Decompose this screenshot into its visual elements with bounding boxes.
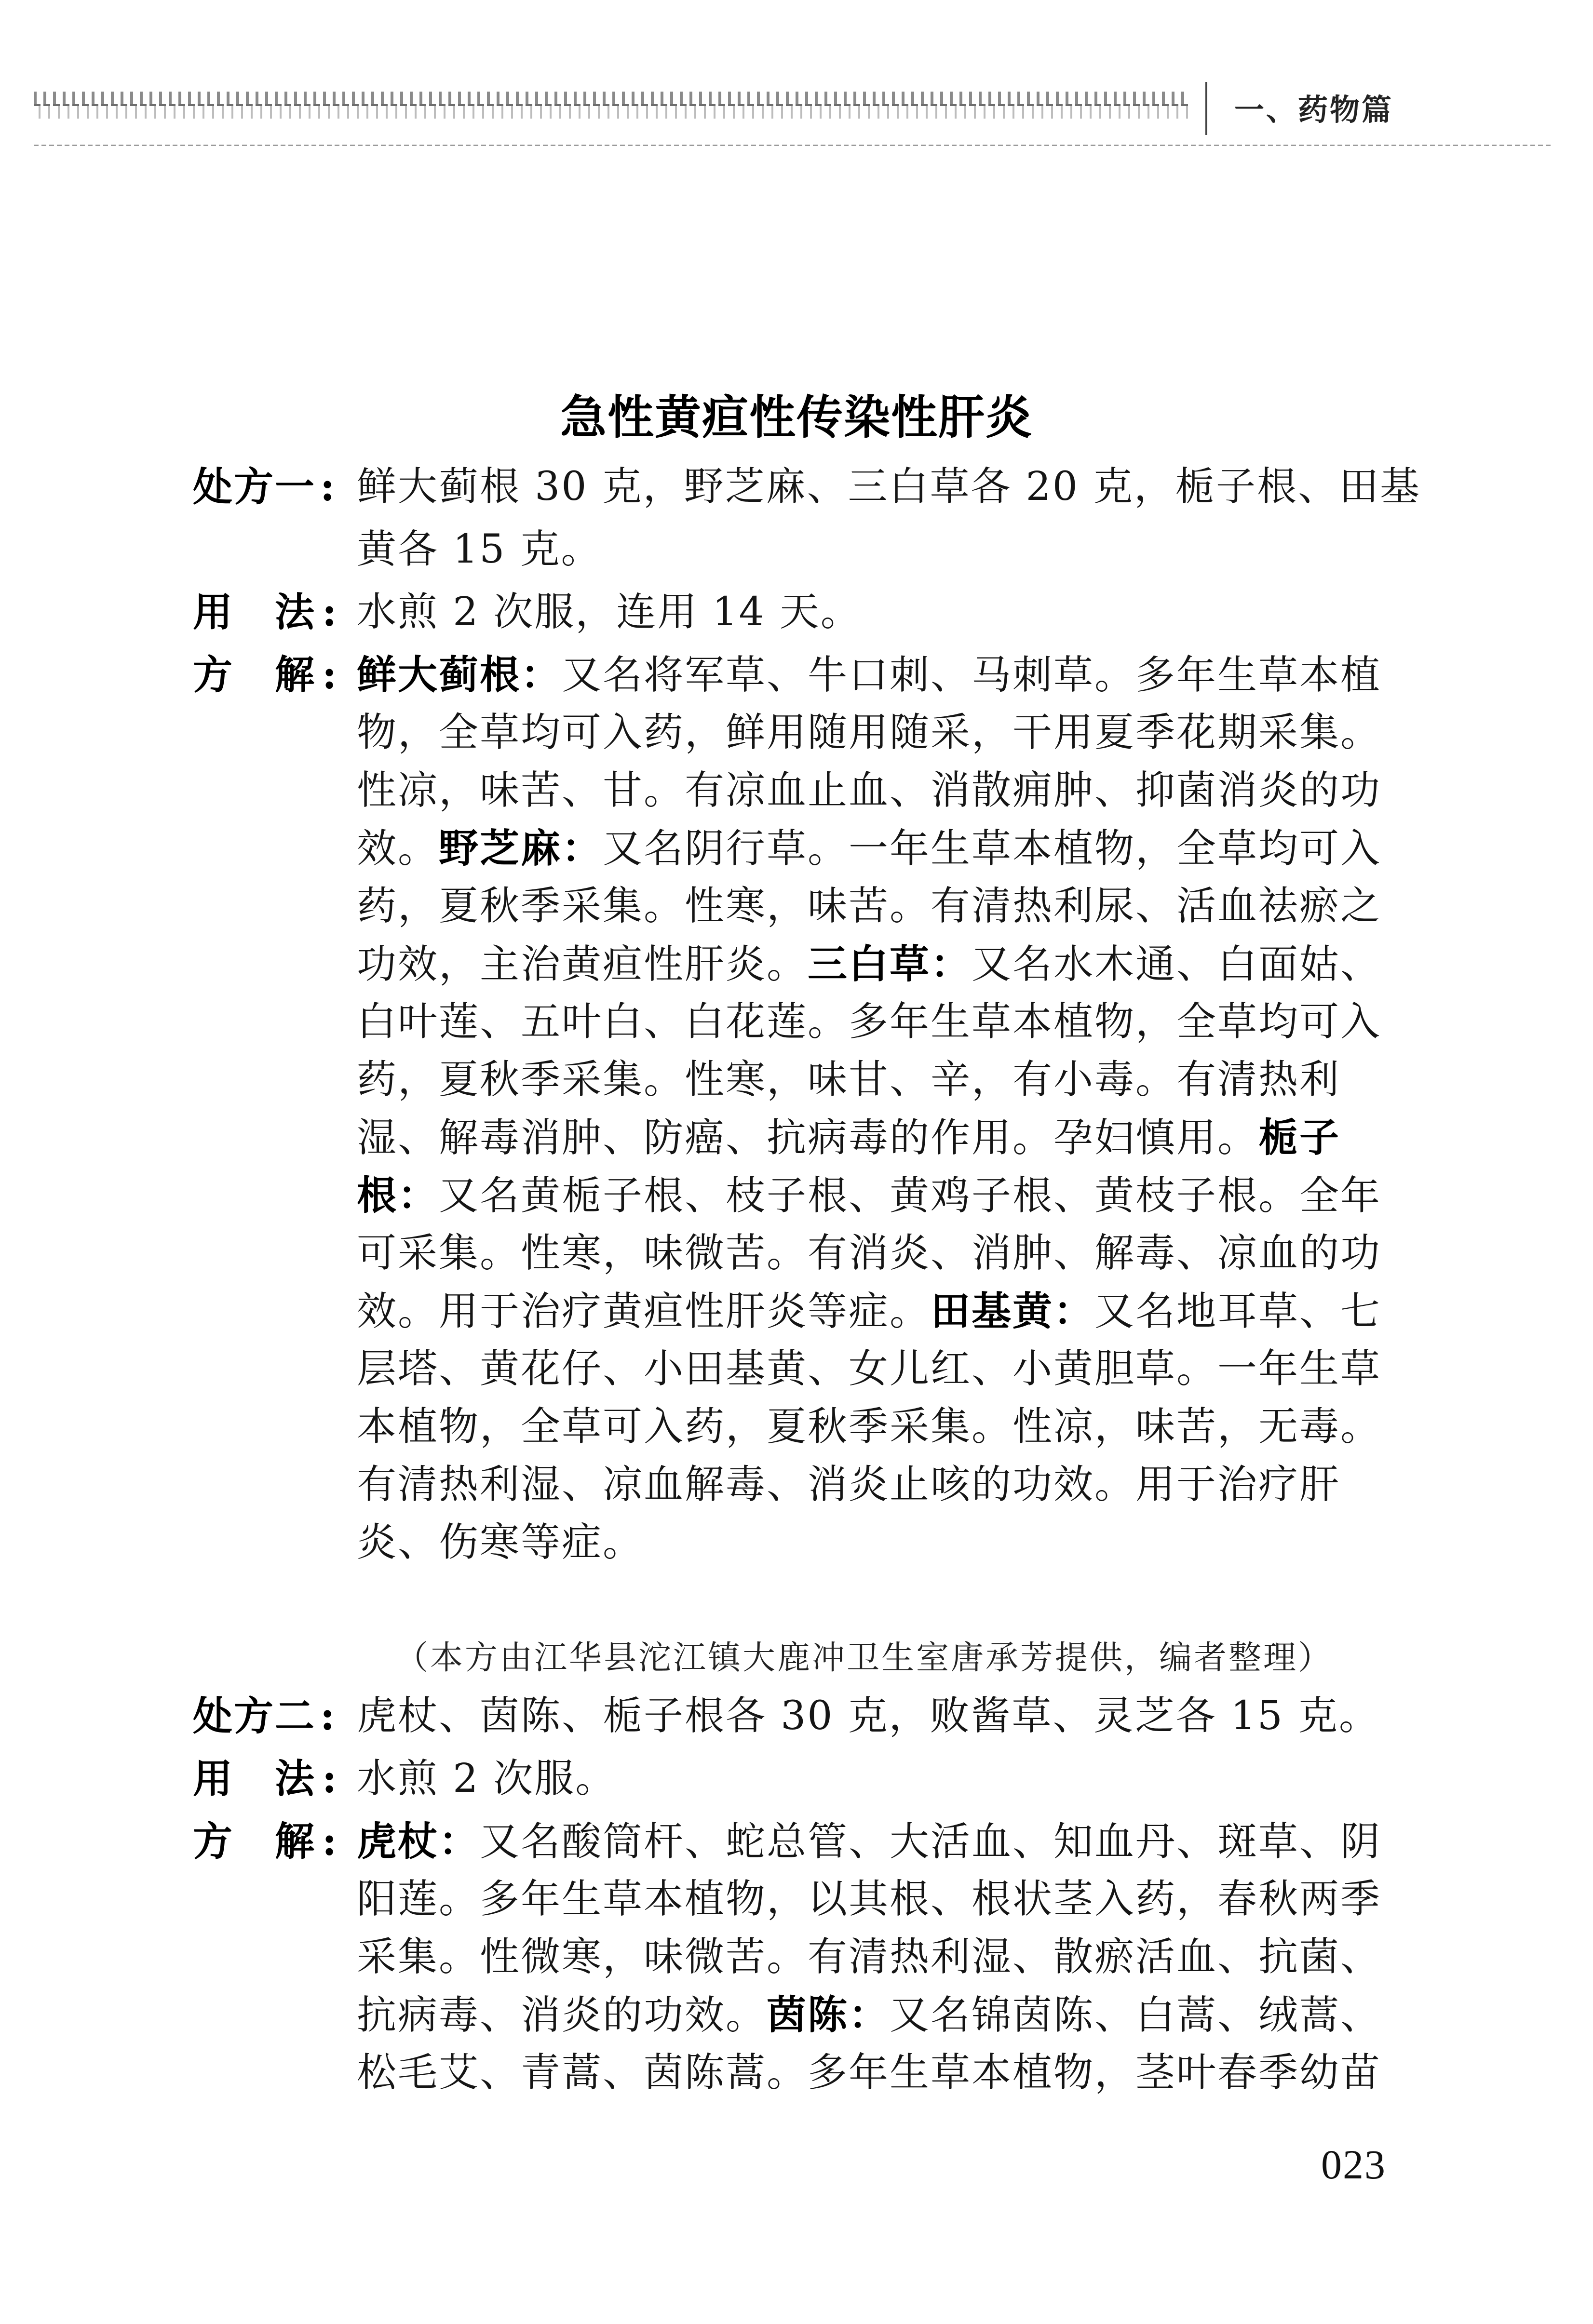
explanation-2-line: 虎杖：又名酸筒杆、蛇总管、大活血、知血丹、斑草、阴 [357, 1818, 1382, 1865]
explanation-1-line: 可采集。性寒，味微苦。有消炎、消肿、解毒、凉血的功 [357, 1230, 1382, 1276]
explanation-1-line: 根：又名黄栀子根、枝子根、黄鸡子根、黄枝子根。全年 [357, 1172, 1382, 1219]
explanation-1-line: 炎、伤寒等症。 [357, 1519, 644, 1565]
section-title: 一、药物篇 [1234, 92, 1394, 127]
explanation-1-line: 效。用于治疗黄疸性肝炎等症。田基黄：又名地耳草、七 [357, 1288, 1382, 1334]
explanation-1-line: 层塔、黄花仔、小田基黄、女儿红、小黄胆草。一年生草 [357, 1346, 1382, 1392]
explanation-1-line: 鲜大蓟根：又名将军草、牛口刺、马刺草。多年生草本植 [357, 652, 1382, 698]
explanation-2-line: 阳莲。多年生草本植物，以其根、根状茎入药，春秋两季 [357, 1876, 1382, 1922]
header-rule [34, 145, 1552, 146]
explanation-1-line: 功效，主治黄疸性肝炎。三白草：又名水木通、白面姑、 [357, 941, 1382, 987]
explanation-1-line: 白叶莲、五叶白、白花莲。多年生草本植物，全草均可入 [357, 999, 1382, 1045]
header-divider [1205, 82, 1207, 135]
explanation-1-line: 有清热利湿、凉血解毒、消炎止咳的功效。用于治疗肝 [357, 1462, 1341, 1507]
explanation-1-line: 药，夏秋季采集。性寒，味苦。有清热利尿、活血祛瘀之 [357, 883, 1382, 929]
explanation-2-line: 采集。性微寒，味微苦。有清热利湿、散瘀活血、抗菌、 [357, 1934, 1382, 1980]
explanation-1-line: 本植物，全草可入药，夏秋季采集。性凉，味苦，无毒。 [357, 1404, 1382, 1450]
prescription-1-line: 黄各 15 克。 [357, 526, 602, 572]
header-ornament-band [34, 92, 1191, 119]
page-number: 023 [1321, 2141, 1386, 2188]
prescription-1-line: 鲜大蓟根 30 克，野芝麻、三白草各 20 克，栀子根、田基 [357, 464, 1421, 510]
explanation-1-line: 性凉，味苦、甘。有凉血止血、消散痈肿、抑菌消炎的功 [357, 767, 1382, 813]
explanation-1-line: 药，夏秋季采集。性寒，味甘、辛，有小毒。有清热利 [357, 1057, 1341, 1102]
usage-2-text: 水煎 2 次服。 [357, 1756, 617, 1801]
usage-1-text: 水煎 2 次服，连用 14 天。 [357, 589, 862, 635]
page-title: 急性黄疸性传染性肝炎 [560, 390, 1033, 444]
explanation-2-line: 抗病毒、消炎的功效。茵陈：又名锦茵陈、白蒿、绒蒿、 [357, 1992, 1382, 2038]
prescription-2-text: 虎杖、茵陈、栀子根各 30 克，败酱草、灵芝各 15 克。 [357, 1693, 1380, 1739]
source-note: （本方由江华县沱江镇大鹿冲卫生室唐承芳提供，编者整理） [395, 1639, 1333, 1677]
explanation-1-line: 效。野芝麻：又名阴行草。一年生草本植物，全草均可入 [357, 825, 1382, 872]
explanation-2-line: 松毛艾、青蒿、茵陈蒿。多年生草本植物，茎叶春季幼苗 [357, 2050, 1382, 2096]
explanation-1-line: 物，全草均可入药，鲜用随用随采，干用夏季花期采集。 [357, 710, 1382, 755]
explanation-1-line: 湿、解毒消肿、防癌、抗病毒的作用。孕妇慎用。栀子 [357, 1115, 1341, 1161]
